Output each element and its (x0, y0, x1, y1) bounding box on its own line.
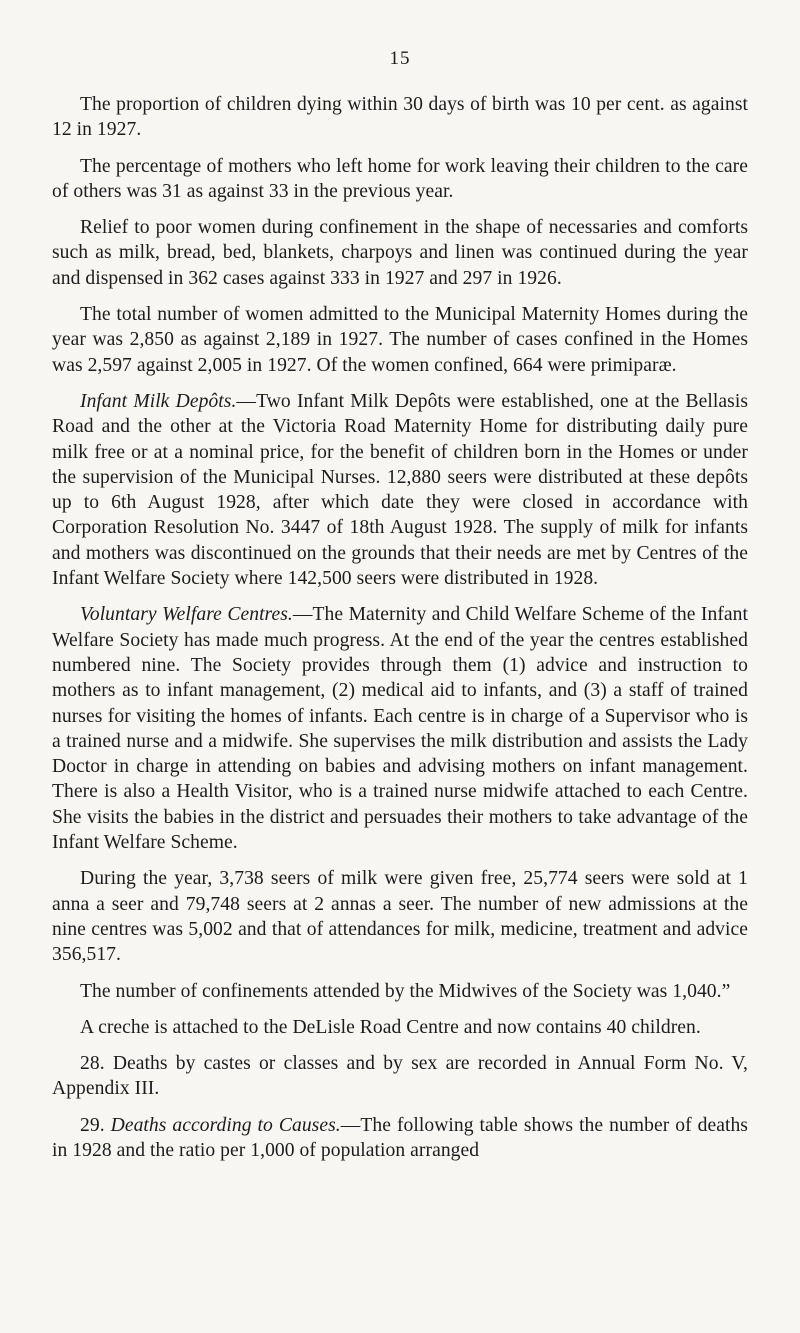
page-number: 15 (389, 48, 411, 69)
paragraph-voluntary-welfare-centres (52, 602, 748, 855)
paragraph-28-deaths-by-castes: 28. Deaths by castes or classes and by sex are recorded in Annual Form No. V, Appendix III. (52, 1053, 748, 1100)
paragraph-creche: A creche is attached to the DeLisle Road Centre and now contains 40 children. (80, 1016, 701, 1038)
paragraph-milk-distribution-figures: During the year, 3,738 seers of milk were given free, 25,774 seers were sold at 1 anna a seer and 79,748 seers at 2 annas a seer. The number of new admissions at the nine centres was 5,002 and that of attendances for milk, medicine, treatment and advice 356,517. (52, 868, 748, 966)
voluntary-welfare-centres-body: —The Maternity and Child Welfare Scheme of the Infant Welfare Society has made much progress. At the end of the year the centres established numbered nine. The Society provides through them (1) advice and instruction to mothers as to infant management, (2) medical aid to infants, and (3) a staff of trained nurses for visiting the homes of infants. Each centre is in charge of a Supervisor who is a trained nurse and a midwife. She supervises the milk distribution and assists the Lady Doctor in charge in attending on babies and advising mothers on infant management. There is also a Health Visitor, who is a trained nurse midwife attached to each Centre. She visits the babies in the district and persuades their mothers to take advantage of the Infant Welfare Scheme. (52, 604, 748, 854)
paragraph-working-mothers: The percentage of mothers who left home for work leaving their children to the care of others was 31 as against 33 in the previous year. (52, 155, 748, 202)
paragraph-infant-milk-depots (52, 389, 748, 591)
voluntary-welfare-centres-heading: Voluntary Welfare Centres. (80, 604, 293, 626)
paragraph-confinements-attended: The number of confinements attended by the Midwives of the Society was 1,040.” (80, 980, 731, 1002)
paragraph-neonatal-deaths: The proportion of children dying within 30 days of birth was 10 per cent. as against 12 in 1927. (52, 94, 748, 141)
section-number-29: 29. (80, 1114, 105, 1136)
paragraph-relief-to-poor-women: Relief to poor women during confinement in the shape of necessaries and comforts such as milk, bread, bed, blankets, charpoys and linen was continued during the year and dispensed in 362 cases against 333 in 1927 and 297 in 1926. (52, 217, 748, 289)
deaths-according-to-causes-heading: Deaths according to Causes. (110, 1114, 341, 1136)
paragraph-maternity-homes: The total number of women admitted to the Municipal Maternity Homes during the year was 2,850 as against 2,189 in 1927. The number of cases confined in the Homes was 2,597 against 2,005 in 1927. Of the women confined, 664 were primiparæ. (52, 304, 748, 376)
paragraph-29-deaths-according-to-causes (52, 1113, 748, 1164)
deaths-according-to-causes-body: —The following table shows the number of deaths in 1928 and the ratio per 1,000 of population arranged (52, 1114, 748, 1161)
infant-milk-depots-body: —Two Infant Milk Depôts were established, one at the Bellasis Road and the other at the Victoria Road Maternity Home for distributing daily pure milk free or at a nominal price, for the benefit of children born in the Homes or under the supervision of the Municipal Nurses. 12,880 seers were distributed at these depôts up to 6th August 1928, after which date they were closed in accordance with Corporation Resolution No. 3447 of 18th August 1928. The supply of milk for infants and mothers was discontinued on the grounds that their needs are met by Centres of the Infant Welfare Society where 142,500 seers were distributed in 1928. (52, 390, 748, 590)
infant-milk-depots-heading: Infant Milk Depôts. (80, 390, 237, 412)
